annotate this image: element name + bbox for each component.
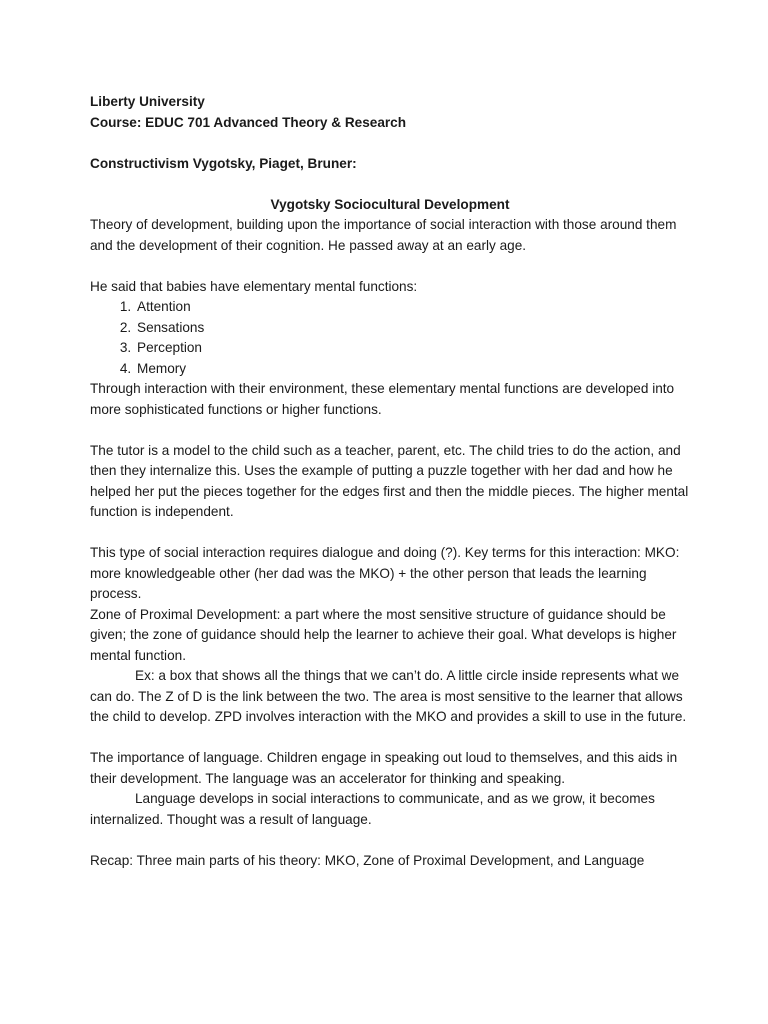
zpd-paragraph: Zone of Proximal Development: a part where the most sensitive structure of guidance should be given; the zone of guidance should help the learner to achieve their goal. What develops is higher mental function. bbox=[90, 606, 677, 663]
document-page bbox=[90, 92, 690, 871]
functions-after-paragraph: Through interaction with their environment, these elementary mental functions are developed into more sophisticated functions or higher functions. bbox=[90, 381, 675, 417]
social-paragraph: This type of social interaction requires dialogue and doing (?). Key terms for this interaction: MKO: more knowledgeable other (her dad was the MKO) + the other person that leads the learning process. bbox=[90, 545, 680, 601]
list-item: 2. Sensations bbox=[135, 318, 690, 339]
university-name: Liberty University bbox=[90, 94, 205, 109]
topic-heading: Constructivism Vygotsky, Piaget, Bruner: bbox=[90, 155, 357, 171]
intro-paragraph: Theory of development, building upon the importance of social interaction with those around them and the development of their cognition. He passed away at an early age. bbox=[90, 217, 677, 253]
spacer bbox=[90, 420, 690, 441]
list-item: 3. Perception bbox=[135, 338, 690, 359]
spacer bbox=[90, 133, 690, 154]
language-indent-paragraph: Language develops in social interactions to communicate, and as we grow, it becomes internalized. Thought was a result of language. bbox=[90, 791, 655, 827]
spacer bbox=[90, 728, 690, 749]
tutor-paragraph: The tutor is a model to the child such as a teacher, parent, etc. The child tries to do the action, and then they internalize this. Uses the example of putting a puzzle together with her dad and how he helped her put the pieces together for the edges first and then the middle pieces. The higher mental function is independent. bbox=[90, 442, 689, 519]
functions-lead: He said that babies have elementary mental functions: bbox=[90, 278, 418, 294]
list-item: 1. Attention bbox=[135, 297, 690, 318]
functions-list bbox=[90, 297, 690, 379]
list-item: 4. Memory bbox=[135, 359, 690, 380]
spacer bbox=[90, 523, 690, 544]
course-title: Course: EDUC 701 Advanced Theory & Research bbox=[90, 114, 407, 130]
spacer bbox=[90, 830, 690, 851]
section-title: Vygotsky Sociocultural Development bbox=[270, 196, 510, 212]
recap-paragraph: Recap: Three main parts of his theory: MKO, Zone of Proximal Development, and Language bbox=[90, 852, 645, 868]
spacer bbox=[90, 256, 690, 277]
example-paragraph: Ex: a box that shows all the things that we can’t do. A little circle inside represents what we can do. The Z of D is the link between the two. The area is most sensitive to the learner that allows the child to develop. ZPD involves interaction with the MKO and provides a skill to use in the future. bbox=[90, 668, 687, 724]
language-paragraph: The importance of language. Children engage in speaking out loud to themselves, and this aids in their development. The language was an accelerator for thinking and speaking. bbox=[90, 750, 678, 786]
spacer bbox=[90, 174, 690, 195]
